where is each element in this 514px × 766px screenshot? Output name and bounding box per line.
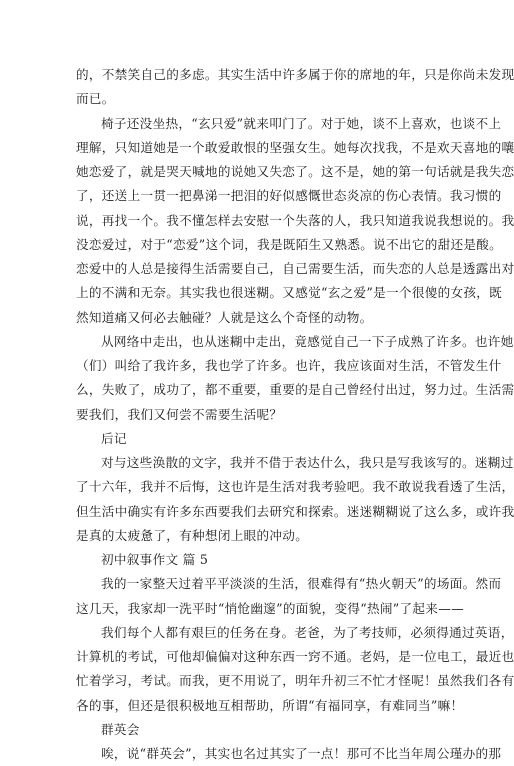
text-line: 说，再找一个。我不懂怎样去安慰一个失落的人，我只知道我说我想说的。我 (76, 212, 514, 228)
text-line: 没恋爱过，对于“恋爱”这个词，我是既陌生又熟悉。说不出它的甜还是酸。 (76, 236, 503, 252)
text-line: 是真的太疲惫了，有种想闭上眼的冲动。 (76, 527, 309, 543)
text-line: 我的一家整天过着平平淡淡的生活，很难得有“热火朝天”的场面。然而 (101, 576, 502, 592)
text-line: 但生活中确实有许多东西要我们去研究和探索。迷迷糊糊说了这么多，或许我 (76, 503, 514, 519)
text-line: 忙着学习，考试。而我，更不用说了，明年升初三不忙才怪呢！虽然我们各有 (76, 673, 514, 689)
text-line: 么，失败了，成功了，都不重要，重要的是自己曾经付出过，努力过。生活需 (76, 382, 514, 398)
text-line: 唉，说“群英会”，其实也名过其实了一点！那可不比当年周公瑾办的那 (101, 746, 502, 761)
text-line: 她恋爱了，就是哭天喊地的说她又失恋了。这不是，她的第一句话就是我失恋 (76, 164, 514, 179)
text-line: 上的不满和无奈。其实我也很迷糊。又感觉“玄之爱”是一个很傻的女孩，既 (76, 285, 503, 301)
text-line: 了十六年，我并不后悔，这也许是生活对我考验吧。我不敢说我看透了生活， (76, 479, 514, 495)
text-line: 对与这些涣散的文字，我并不借于表达什么，我只是写我该写的。迷糊过 (101, 455, 514, 470)
text-line: 了，还送上一贯一把鼻涕一把泪的好似感慨世态炎凉的伤心表情。我习惯的 (76, 188, 502, 204)
text-line: 恋爱中的人总是接得生活需要自己，自己需要生活，而失恋的人总是透露出对 (76, 261, 514, 276)
text-line: 各的事，但还是很积极地互相帮助，所谓“有福同享，有难同当”嘛！ (76, 697, 464, 713)
text-line: 椅子还没坐热，“玄只爱”就来叩门了。对于她，谈不上喜欢，也谈不上 (101, 115, 502, 131)
text-line: 初中叙事作文 篇 5 (101, 552, 209, 567)
text-line: 后记 (101, 430, 127, 446)
text-line: 计算机的考试，可他却偏偏对这种东西一窍不通。老妈，是一位电工，最近也 (76, 649, 514, 664)
text-line: 这几天，我家却一洗平时“悄怆幽邃”的面貌，变得“热闹”了起来—— (76, 600, 464, 616)
text-line: 而已。 (76, 91, 115, 107)
text-line: 我们每个人都有艰巨的任务在身。老爸，为了考技师，必须得通过英语， (101, 624, 514, 640)
document-body (76, 63, 514, 766)
text-line: 从网络中走出，也从迷糊中走出，竟感觉自己一下子成熟了许多。也许她 (101, 333, 514, 349)
text-line: 然知道痛又何必去触碰？人就是这么个奇怪的动物。 (76, 309, 373, 325)
text-line: 群英会 (101, 721, 140, 737)
text-line: 理解，只知道她是一个敢爱敢恨的坚强女生。她每次找我，不是欢天喜地的嚷 (76, 139, 514, 155)
text-line: 要我们，我们又何尝不需要生活呢？ (76, 406, 283, 422)
text-line: （们）叫给了我许多，我也学了许多。也许，我应该面对生活，不管发生什 (76, 358, 502, 373)
text-line: 的，不禁笑自己的多虑。其实生活中许多属于你的席地的年，只是你尚未发现 (76, 67, 514, 82)
